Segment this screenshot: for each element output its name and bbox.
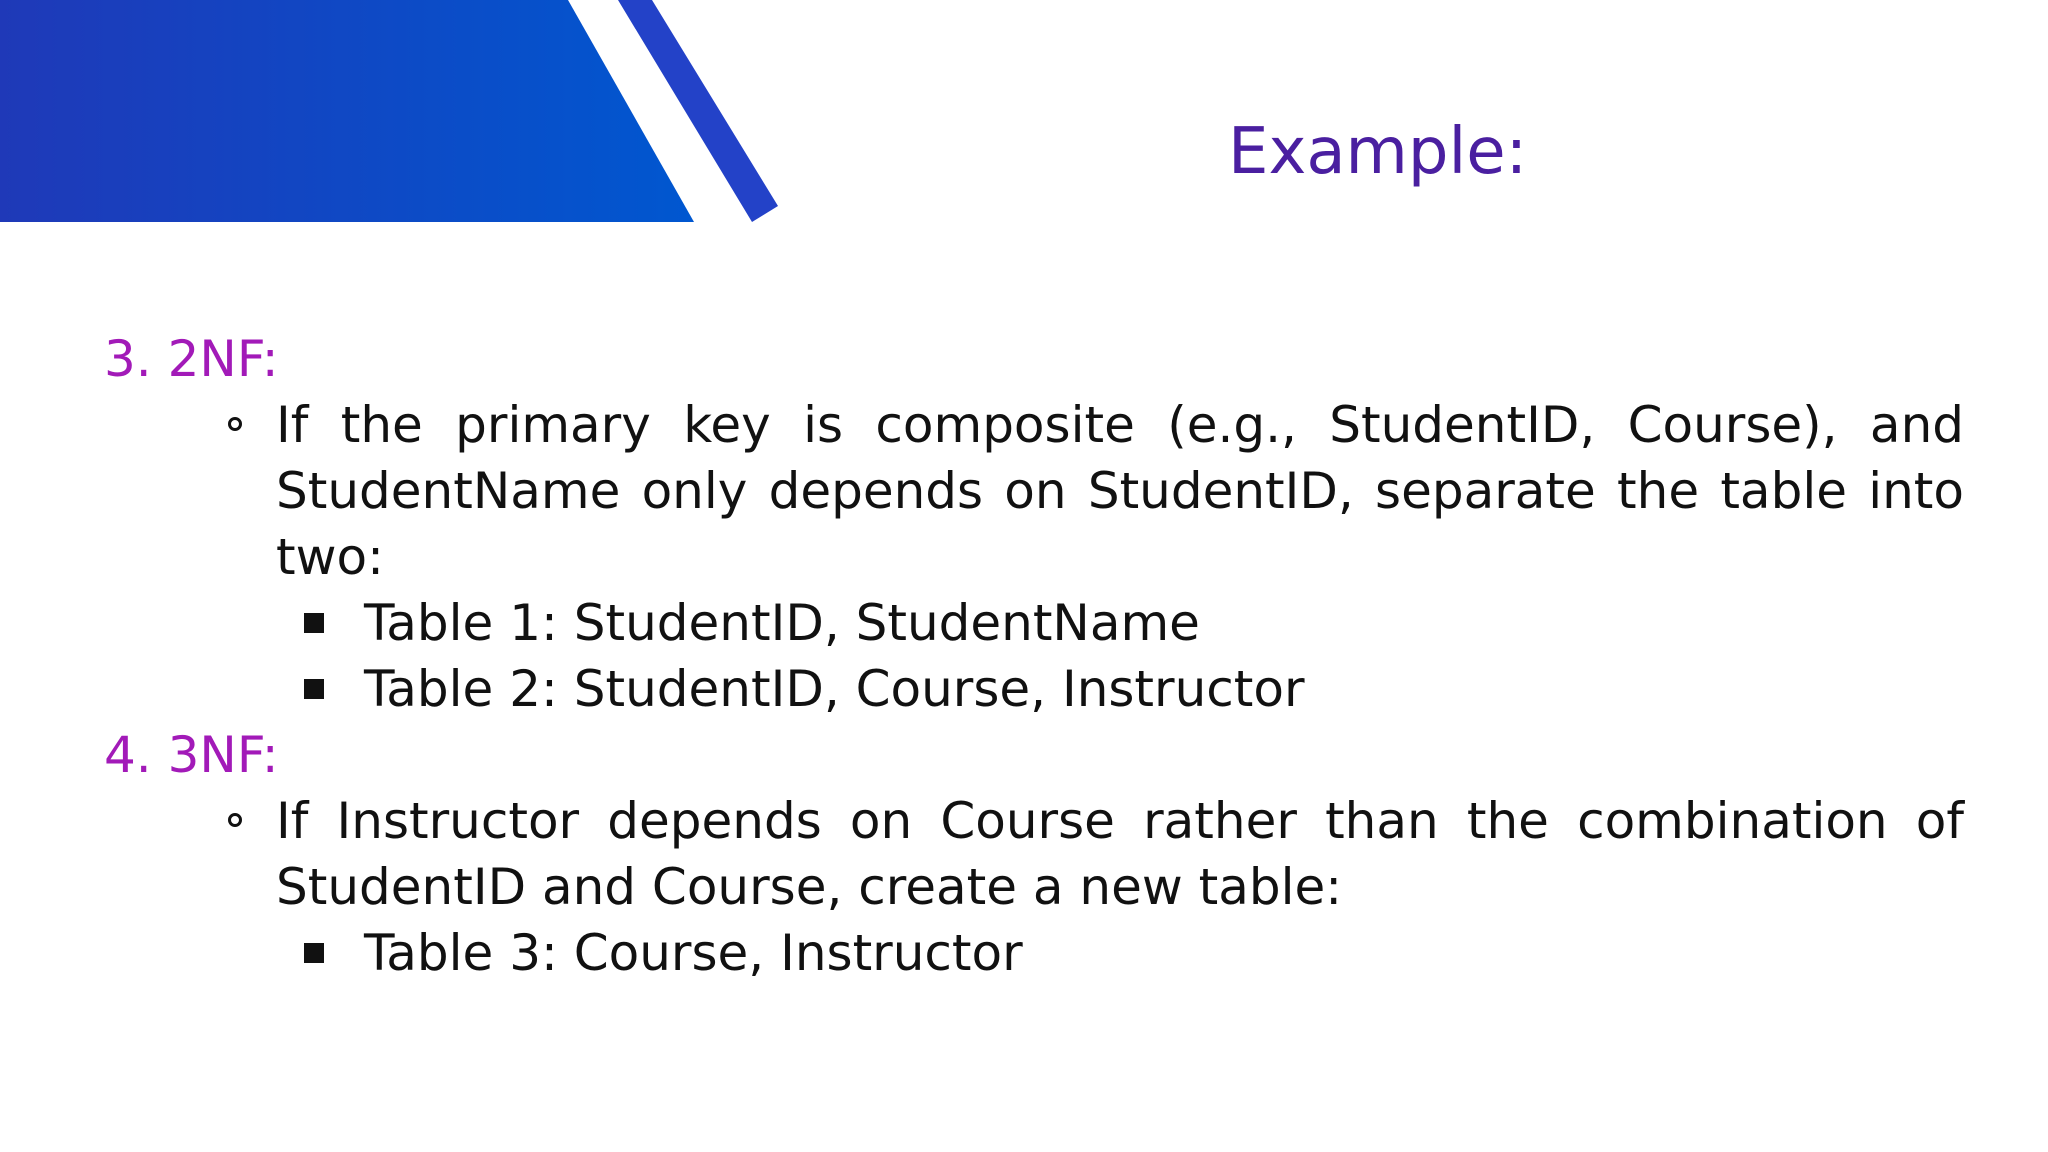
list-item-text: Table 1: StudentID, StudentName [364,594,1200,652]
list-item [364,590,1964,656]
section-heading-2nf: 3. 2NF: [104,330,279,388]
square-bullet-icon [304,679,324,699]
list-item-text: If Instructor depends on Course rather than the combination of StudentID and Course, create a new table: [276,792,1964,916]
list-item [364,656,1964,722]
list-item-text: Table 3: Course, Instructor [364,924,1023,982]
header-banner-decoration [0,0,800,230]
section-heading-3nf: 4. 3NF: [104,726,279,784]
square-bullet-icon [304,943,324,963]
hollow-circle-bullet-icon [228,417,242,431]
list-item [276,788,1964,920]
list-item-text: If the primary key is composite (e.g., StudentID, Course), and StudentName only depends on StudentID, separate the table into two: [276,396,1964,586]
square-bullet-icon [304,613,324,633]
list-item [364,920,1964,986]
slide-content [104,326,1964,986]
hollow-circle-bullet-icon [228,813,242,827]
slide-title: Example: [1228,115,1528,189]
list-item-text: Table 2: StudentID, Course, Instructor [364,660,1305,718]
banner-shape [0,0,694,222]
list-item [276,392,1964,590]
